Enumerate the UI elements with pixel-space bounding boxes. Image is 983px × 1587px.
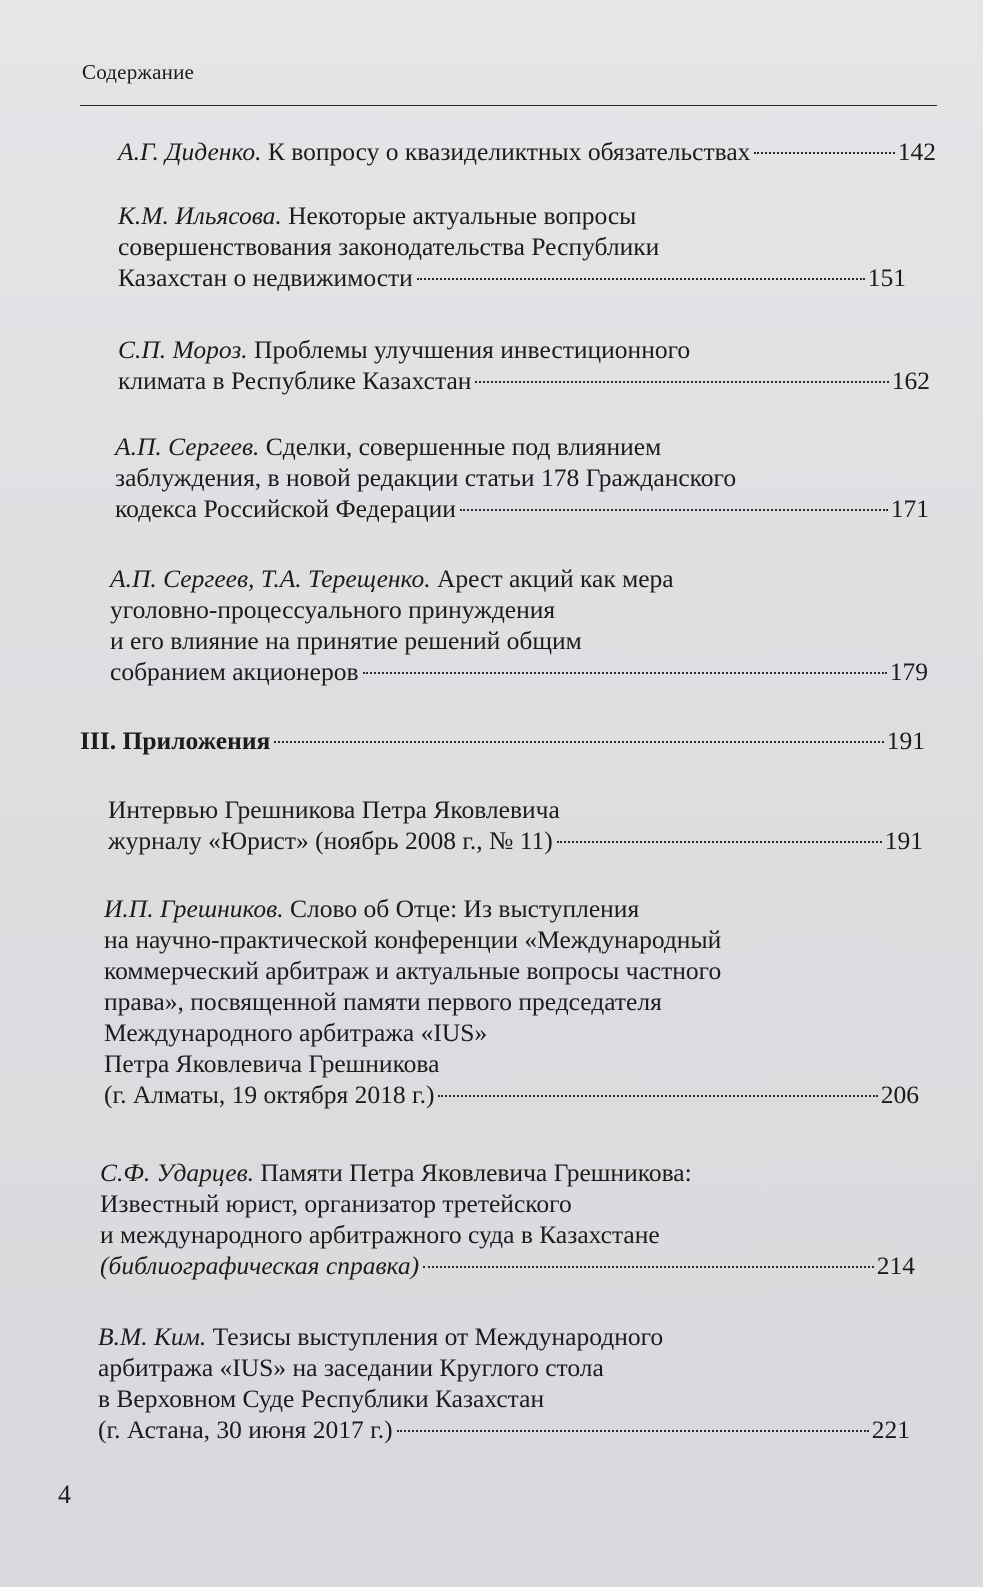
toc-entry-title: Проблемы улучшения инвестиционного: [254, 335, 691, 364]
toc-entry-line: Известный юрист, организатор третейского: [100, 1189, 572, 1218]
toc-entry-line: [104, 893, 919, 924]
toc-entry: [98, 1321, 910, 1445]
toc-entry-author: И.П. Грешников.: [104, 894, 284, 923]
toc-entry-line: и международного арбитражного суда в Казахстане: [100, 1220, 660, 1249]
toc-entry-line: [110, 563, 928, 594]
toc-entry-author: А.П. Сергеев.: [115, 432, 260, 461]
toc-entry-line: [115, 431, 929, 462]
toc-section-title: III. Приложения: [80, 726, 271, 755]
toc-entry-line: на научно-практической конференции «Международный: [104, 925, 722, 954]
toc-entry-title: Арест акций как мера: [437, 564, 674, 593]
dot-leader: [460, 509, 888, 511]
toc-entry-line: совершенствования законодательства Республики: [118, 232, 660, 261]
toc-entry-page: 191: [884, 826, 923, 855]
toc-entry-line: в Верховном Суде Республики Казахстан: [98, 1384, 545, 1413]
toc-entry-title: Казахстан о недвижимости: [118, 263, 413, 292]
toc-entry-line: [100, 1157, 915, 1188]
toc-entry-author: С.Ф. Ударцев.: [100, 1158, 255, 1187]
dot-leader: [274, 741, 883, 743]
page-number: 4: [58, 1480, 71, 1509]
dot-leader: [363, 672, 887, 674]
toc-entry: [100, 1157, 915, 1281]
toc-entry-title: журналу «Юрист» (ноябрь 2008 г., № 11): [108, 826, 553, 855]
dot-leader: [475, 381, 888, 383]
toc-section: [80, 725, 925, 756]
dot-leader: [397, 1430, 869, 1432]
toc-entry-line: арбитража «IUS» на заседании Круглого стола: [98, 1353, 604, 1382]
toc-entry-title: (библиографическая справка): [100, 1251, 420, 1280]
toc-entry-page: 214: [876, 1251, 915, 1280]
toc-entry-page: 206: [880, 1080, 919, 1109]
header-rule: [80, 105, 937, 106]
toc-entry-line: уголовно-процессуального принуждения: [110, 595, 556, 624]
toc-entry: [118, 136, 936, 167]
toc-entry-title: (г. Астана, 30 июня 2017 г.): [98, 1415, 393, 1444]
toc-entry-title: (г. Алматы, 19 октября 2018 г.): [104, 1080, 435, 1109]
toc-entry-author: А.П. Сергеев, Т.А. Терещенко.: [110, 564, 431, 593]
toc-entry-author: А.Г. Диденко.: [118, 137, 262, 166]
toc-entry-line: заблуждения, в новой редакции статьи 178 Гражданского: [115, 463, 737, 492]
toc-entry-page: 171: [890, 494, 929, 523]
toc-entry-line: Интервью Грешникова Петра Яковлевича: [108, 795, 560, 824]
toc-entry-last-line: [98, 1414, 910, 1445]
toc-entry-title: Памяти Петра Яковлевича Грешникова:: [260, 1158, 692, 1187]
toc-entry: [118, 334, 930, 396]
toc-entry-last-line: [100, 1250, 915, 1281]
toc-entry-title: Слово об Отце: Из выступления: [290, 894, 640, 923]
toc-entry-last-line: [104, 1079, 919, 1110]
toc-section-page: 191: [886, 726, 925, 755]
toc-entry-line: права», посвященной памяти первого председателя: [104, 987, 662, 1016]
toc-entry-title: Некоторые актуальные вопросы: [288, 201, 637, 230]
toc-entry-title: Тезисы выступления от Международного: [212, 1322, 664, 1351]
toc-entry-title: климата в Республике Казахстан: [118, 366, 472, 395]
dot-leader: [754, 152, 894, 154]
toc-entry-last-line: [118, 136, 936, 167]
toc-entry: [115, 431, 929, 524]
toc-entry: [104, 893, 919, 1110]
toc-entry: [118, 200, 906, 293]
toc-entry-title: Сделки, совершенные под влиянием: [265, 432, 662, 461]
dot-leader: [557, 841, 882, 843]
toc-entry-page: 221: [871, 1415, 910, 1444]
dot-leader: [438, 1095, 877, 1097]
toc-section-line: [80, 725, 925, 756]
toc-entry-last-line: [108, 825, 923, 856]
toc-entry-title: кодекса Российской Федерации: [115, 494, 456, 523]
toc-entry-last-line: [115, 493, 929, 524]
toc-entry-line: Петра Яковлевича Грешникова: [104, 1049, 440, 1078]
running-title: Содержание: [82, 60, 195, 84]
toc-entry-page: 179: [889, 657, 928, 686]
toc-entry: [110, 563, 928, 687]
toc-entry-page: 142: [897, 137, 936, 166]
toc-entry-author: К.М. Ильясова.: [118, 201, 282, 230]
toc-entry-title: собранием акционеров: [110, 657, 359, 686]
toc-entry-author: С.П. Мороз.: [118, 335, 248, 364]
toc-entry-last-line: [118, 365, 930, 396]
toc-entry-line: Международного арбитража «IUS»: [104, 1018, 488, 1047]
toc-entry-line: [118, 334, 930, 365]
toc-entry-line: и его влияние на принятие решений общим: [110, 626, 582, 655]
toc-entry-last-line: [118, 262, 906, 293]
toc-entry-line: коммерческий арбитраж и актуальные вопросы частного: [104, 956, 722, 985]
toc-entry-title: К вопросу о квазиделиктных обязательствах: [267, 137, 751, 166]
toc-entry-line: [98, 1321, 910, 1352]
toc-entry-author: В.М. Ким.: [98, 1322, 207, 1351]
toc-entry-line: [118, 200, 906, 231]
dot-leader: [423, 1266, 874, 1268]
toc-entry-last-line: [110, 656, 928, 687]
toc-entry-page: 162: [891, 366, 930, 395]
toc-entry-page: 151: [867, 263, 906, 292]
dot-leader: [417, 278, 865, 280]
toc-entry: [108, 794, 923, 856]
